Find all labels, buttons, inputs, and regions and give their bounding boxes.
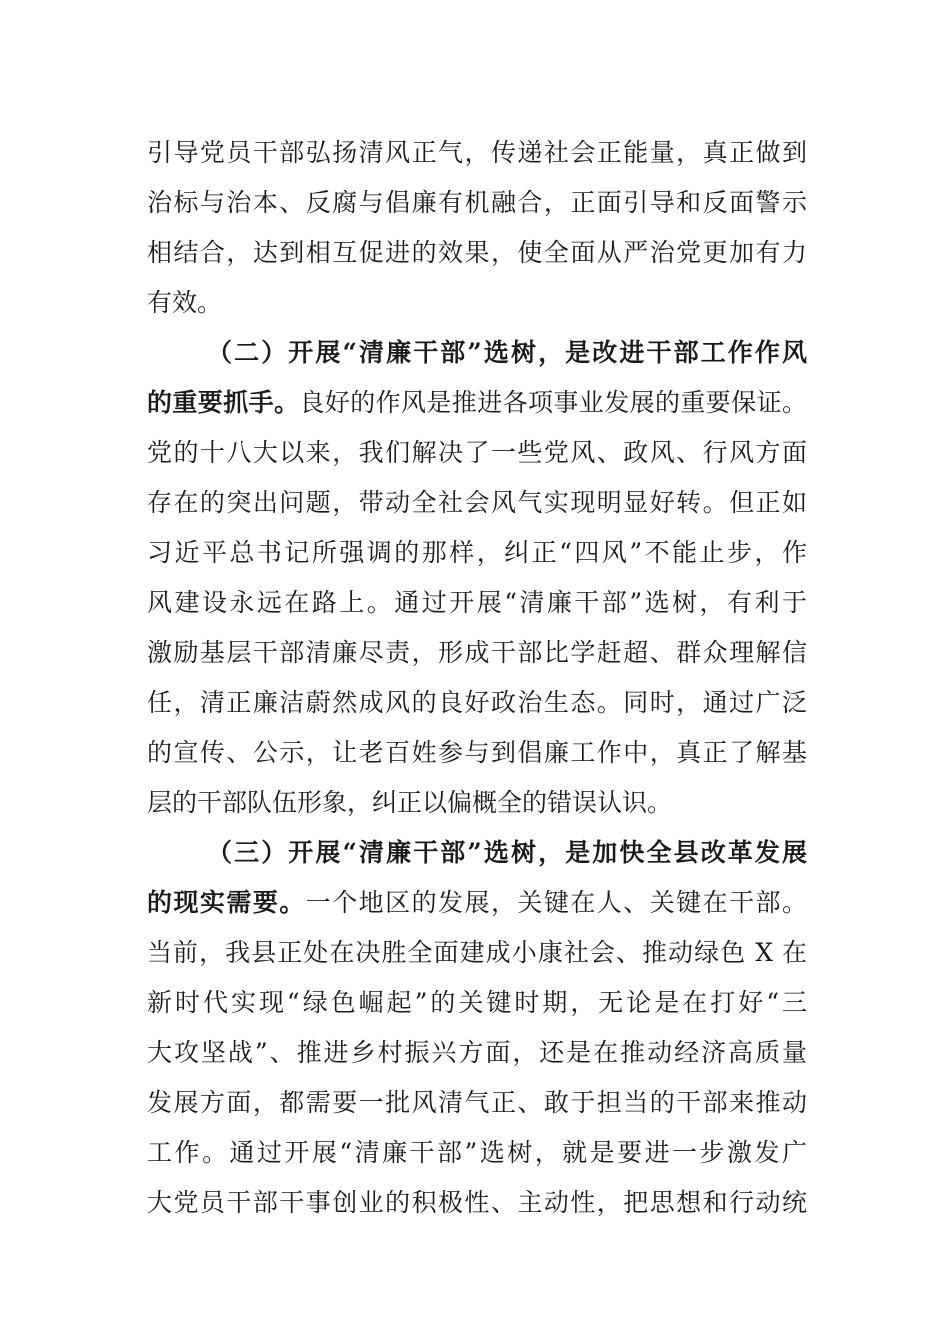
- paragraph-2-line-6: 风建设永远在路上。通过开展“清廉干部”选树，有利于: [147, 588, 807, 617]
- paragraph-3-line-5: 大攻坚战”、推进乡村振兴方面，还是在推动经济高质量: [147, 1038, 807, 1067]
- paragraph-2-line-3: 党的十八大以来，我们解决了一些党风、政风、行风方面: [147, 438, 807, 467]
- paragraph-3-line-2-text: 一个地区的发展，关键在人、关键在干部。: [305, 888, 807, 917]
- paragraph-1-line-1: 引导党员干部弘扬清风正气，传递社会正能量，真正做到: [147, 138, 807, 167]
- paragraph-2-line-5: 习近平总书记所强调的那样，纠正“四风”不能止步，作: [147, 538, 807, 567]
- paragraph-2-line-7: 激励基层干部清廉尽责，形成干部比学赶超、群众理解信: [147, 638, 807, 667]
- paragraph-2-line-8: 任，清正廉洁蔚然成风的良好政治生态。同时，通过广泛: [147, 688, 807, 717]
- paragraph-1-line-3: 相结合，达到相互促进的效果，使全面从严治党更加有力: [147, 238, 807, 267]
- paragraph-3-heading-end: 的现实需要。: [147, 888, 306, 917]
- paragraph-2-heading: （二）开展“清廉干部”选树，是改进干部工作作风: [207, 338, 807, 367]
- paragraph-1-line-4: 有效。: [147, 288, 223, 317]
- paragraph-3-heading: （三）开展“清廉干部”选树，是加快全县改革发展: [207, 838, 807, 867]
- paragraph-3-line-8: 大党员干部干事创业的积极性、主动性，把思想和行动统: [147, 1188, 807, 1217]
- paragraph-3-line-7: 工作。通过开展“清廉干部”选树，就是要进一步激发广: [147, 1138, 807, 1167]
- paragraph-2-line-10: 层的干部队伍形象，纠正以偏概全的错误认识。: [147, 788, 673, 817]
- paragraph-2-line-2: [147, 378, 807, 428]
- paragraph-2-line-9: 的宣传、公示，让老百姓参与到倡廉工作中，真正了解基: [147, 738, 807, 767]
- paragraph-2-line-4: 存在的突出问题，带动全社会风气实现明显好转。但正如: [147, 488, 807, 517]
- paragraph-3-line-6: 发展方面，都需要一批风清气正、敢于担当的干部来推动: [147, 1088, 807, 1117]
- paragraph-1-line-2: 治标与治本、反腐与倡廉有机融合，正面引导和反面警示: [147, 188, 807, 217]
- paragraph-3-line-2: [147, 878, 807, 928]
- paragraph-3-line-3: 当前，我县正处在决胜全面建成小康社会、推动绿色 X 在: [147, 938, 807, 967]
- document-body: [147, 128, 807, 1228]
- paragraph-2-line-2-text: 良好的作风是推进各项事业发展的重要保证。: [299, 388, 807, 417]
- paragraph-2-heading-end: 的重要抓手。: [147, 388, 300, 417]
- paragraph-3-line-4: 新时代实现“绿色崛起”的关键时期，无论是在打好“三: [147, 988, 807, 1017]
